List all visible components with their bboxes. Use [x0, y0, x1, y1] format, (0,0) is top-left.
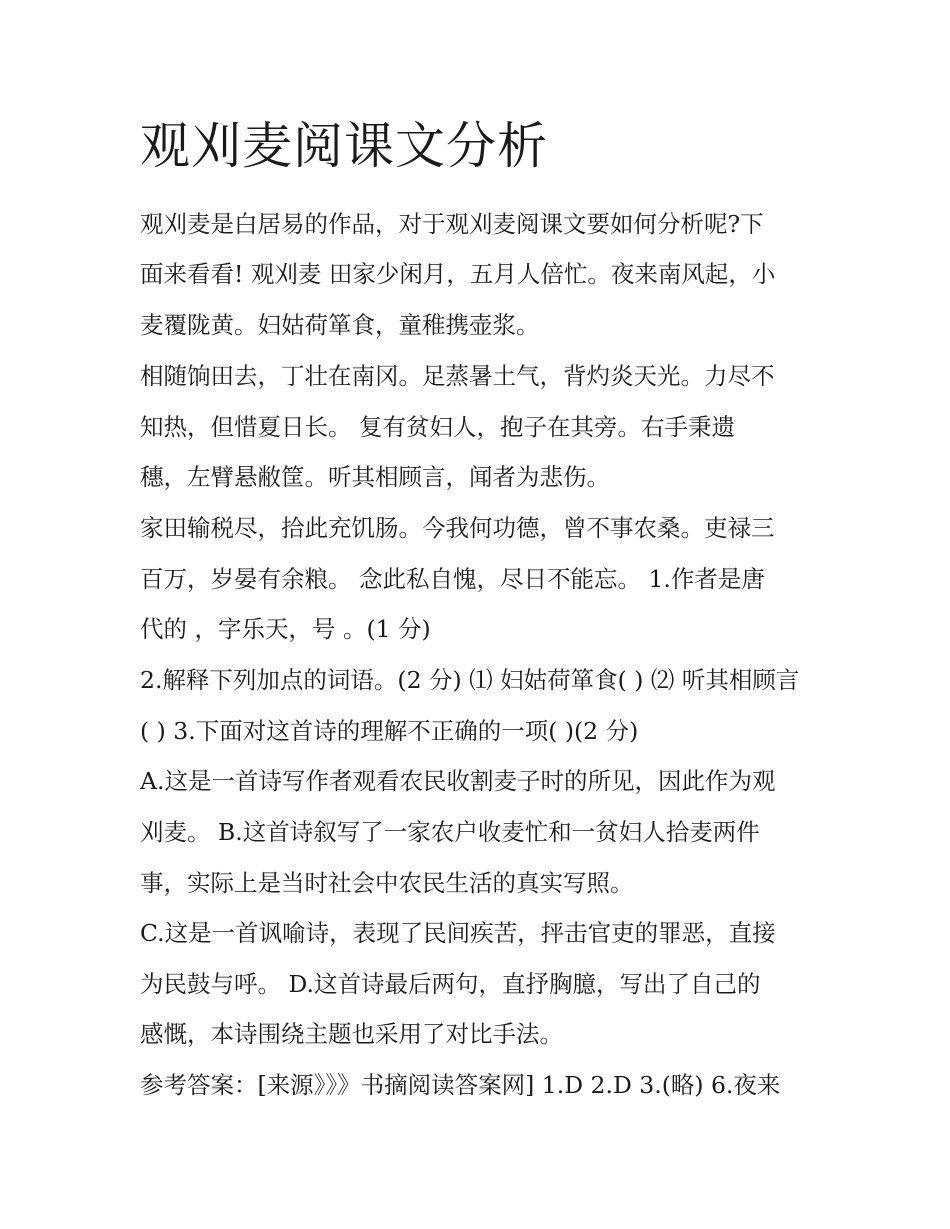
text-line-15: C.这是一首讽喻诗，表现了民间疾苦，抨击官吏的罪恶，直接 [140, 919, 776, 947]
text-line-10: 2.解释下列加点的词语。(2 分) ⑴ 妇姑荷箪食( ) ⑵ 听其相顾言 [140, 666, 800, 694]
text-line-7: 家田输税尽，拾此充饥肠。今我何功德，曾不事农桑。吏禄三 [140, 514, 775, 542]
text-line-18: 参考答案：[来源》》》书摘阅读答案网] 1.D 2.D 3.(略) 6.夜来 [140, 1071, 781, 1099]
text-line-4: 相随饷田去，丁壮在南冈。足蒸暑土气，背灼炎天光。力尽不 [140, 362, 775, 390]
text-line-12: A.这是一首诗写作者观看农民收割麦子时的所见，因此作为观 [140, 767, 776, 795]
text-line-13: 刈麦。 B.这首诗叙写了一家农户收麦忙和一贫妇人拾麦两件 [140, 818, 760, 846]
text-line-2: 面来看看! 观刈麦 田家少闲月，五月人倍忙。夜来南风起，小 [140, 260, 776, 288]
text-line-8: 百万，岁晏有余粮。 念此私自愧，尽日不能忘。 1.作者是唐 [140, 565, 765, 593]
document-title: 观刈麦阅课文分析 [140, 117, 548, 175]
text-line-11: ( ) 3.下面对这首诗的理解不正确的一项( )(2 分) [140, 717, 639, 745]
text-line-1: 观刈麦是白居易的作品，对于观刈麦阅课文要如何分析呢?下 [140, 210, 764, 238]
text-line-3: 麦覆陇黄。妇姑荷箪食，童稚携壶浆。 [140, 311, 540, 339]
text-line-6: 穗，左臂悬敝筐。听其相顾言，闻者为悲伤。 [140, 463, 610, 491]
text-line-16: 为民鼓与呼。 D.这首诗最后两句，直抒胸臆，写出了自己的 [140, 970, 761, 998]
text-line-5: 知热，但惜夏日长。 复有贫妇人，抱子在其旁。右手秉遗 [140, 413, 735, 441]
text-line-14: 事，实际上是当时社会中农民生活的真实写照。 [140, 869, 634, 897]
text-line-17: 感慨，本诗围绕主题也采用了对比手法。 [140, 1020, 563, 1048]
text-line-9: 代的 ，字乐天，号 。(1 分) [140, 615, 431, 643]
